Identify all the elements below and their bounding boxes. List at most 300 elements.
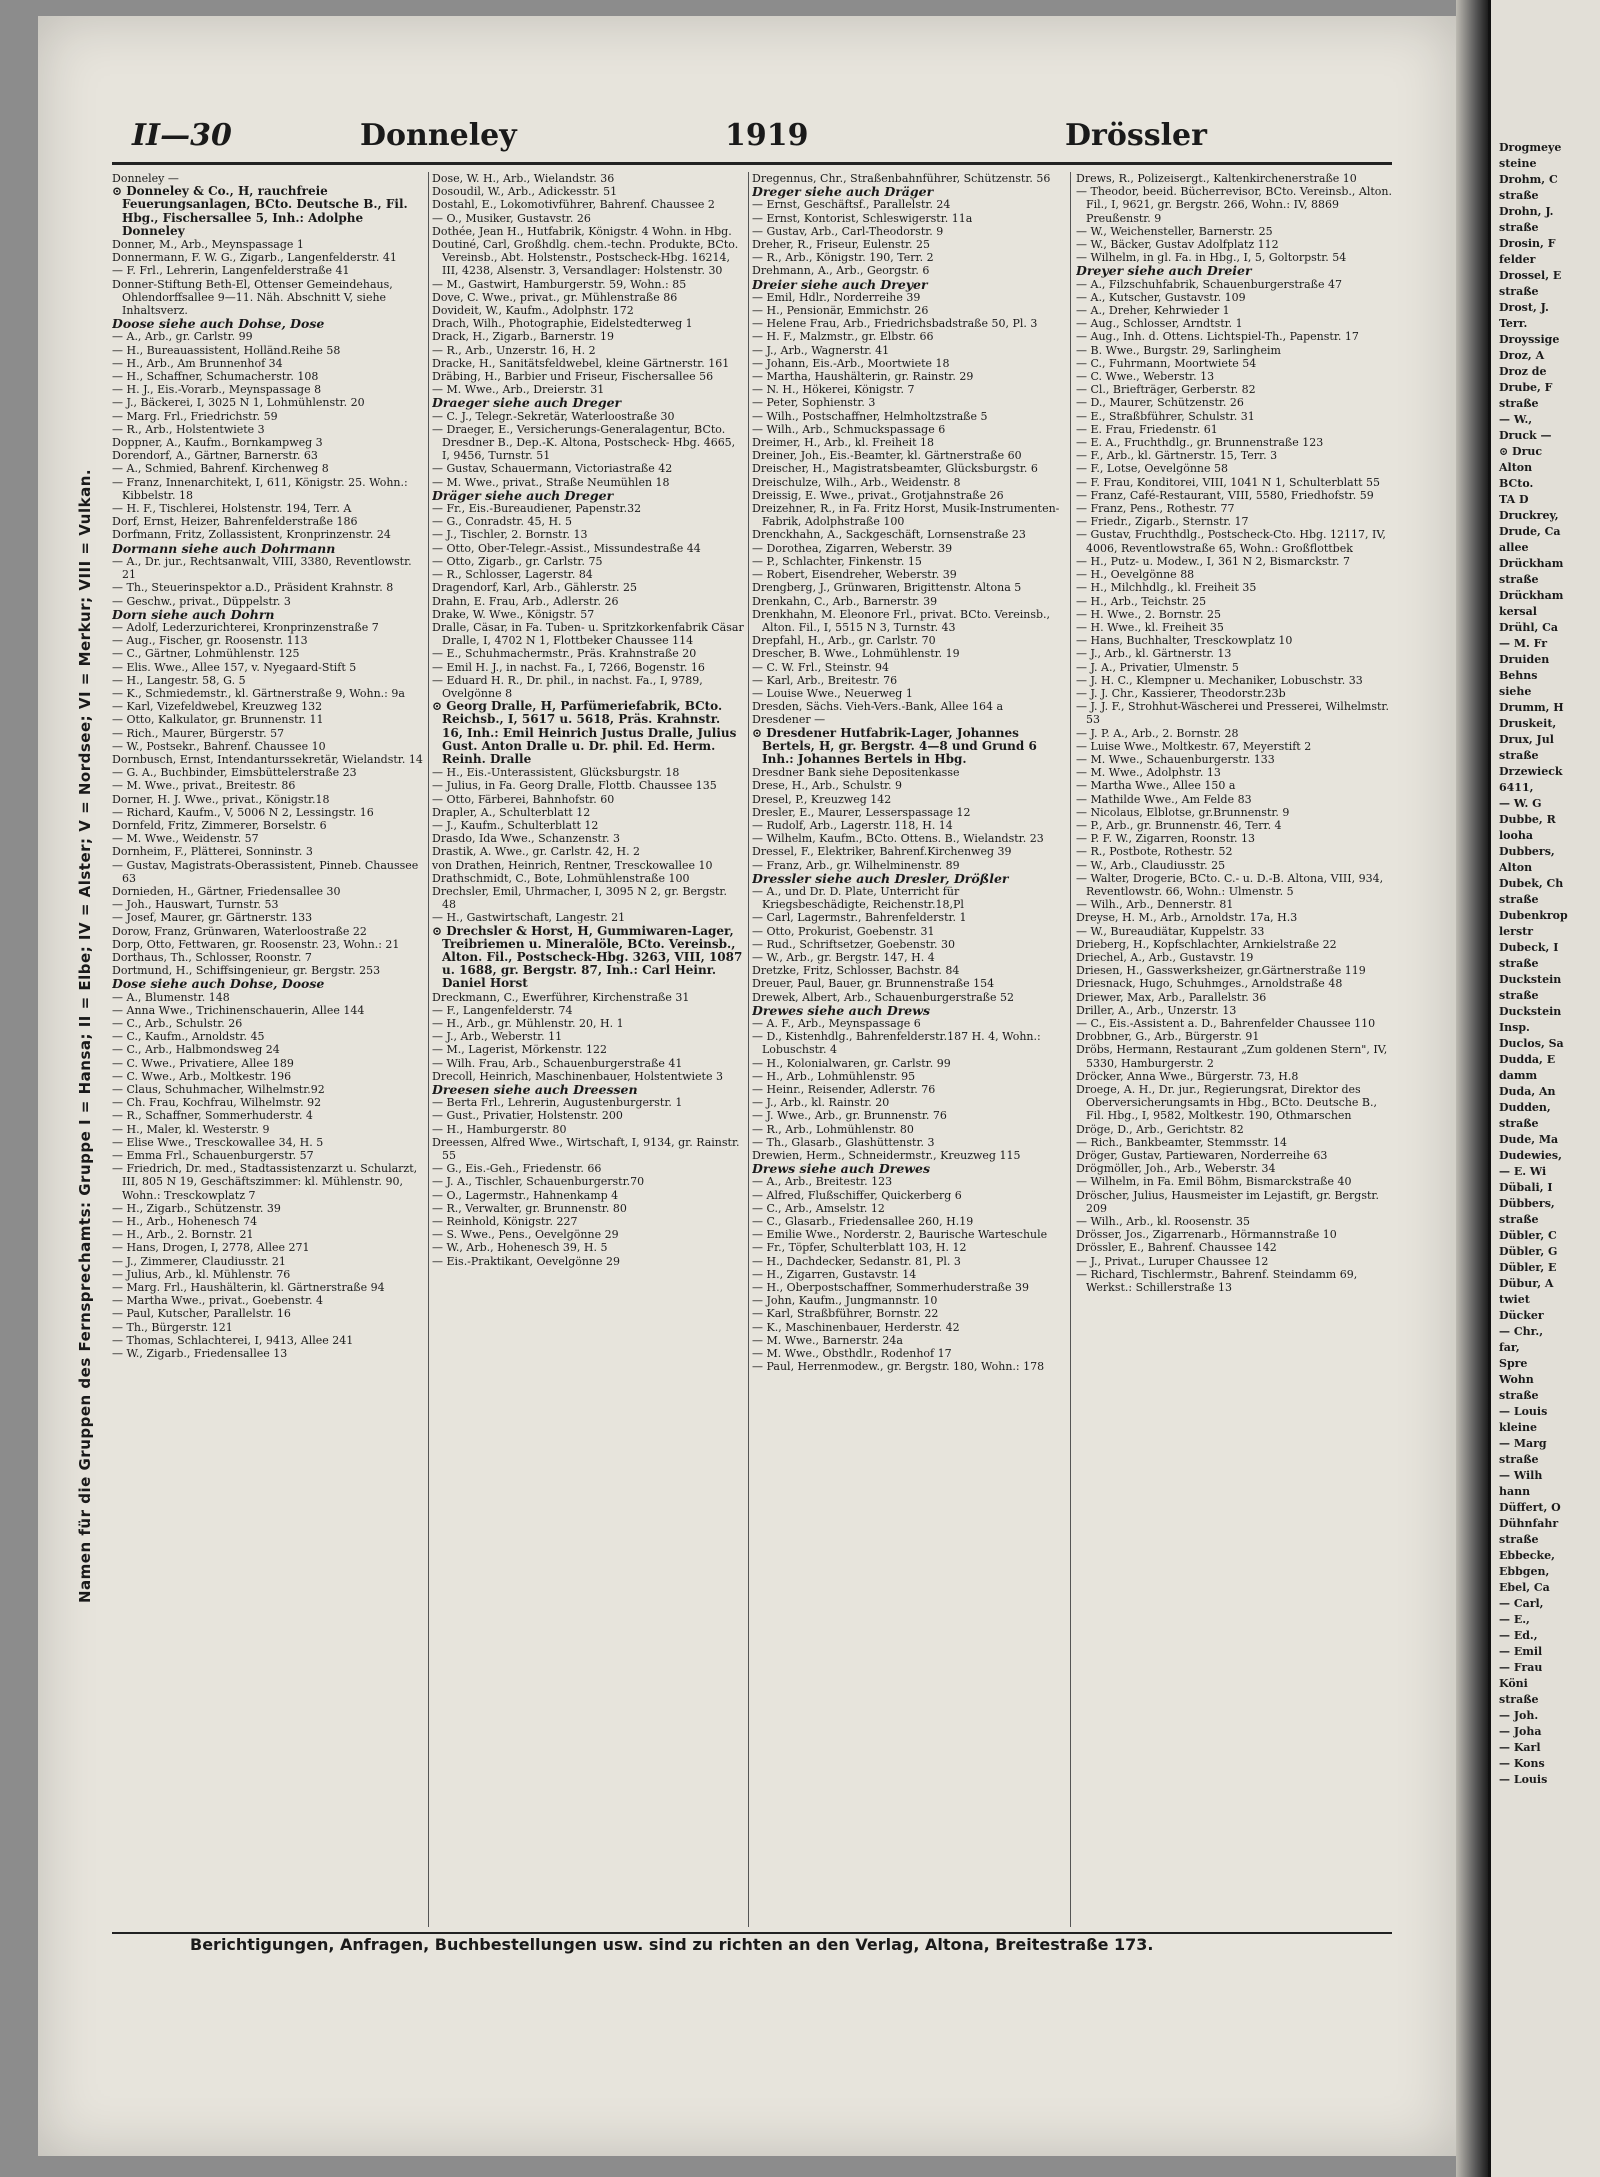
directory-entry: — Emil, Hdlr., Norderreihe 39 bbox=[752, 290, 921, 304]
directory-entry: — Marg. Frl., Haushälterin, kl. Gärtnerstraße 94 bbox=[112, 1281, 385, 1295]
directory-entry: — Wilh., Arb., kl. Roosenstr. 35 bbox=[1076, 1215, 1251, 1229]
facing-page-line: Dudden, bbox=[1499, 1101, 1551, 1114]
directory-entry: — C. J., Telegr.-Sekretär, Waterloostraße 30 bbox=[432, 409, 675, 423]
directory-entry: Dorendorf, A., Gärtner, Barnerstr. 63 bbox=[112, 449, 318, 463]
facing-page-line: straße bbox=[1499, 221, 1539, 234]
directory-entry: Dröbs, Hermann, Restaurant „Zum goldenen Stern", IV, 5330, Hamburgerstr. 2 bbox=[1076, 1043, 1388, 1070]
directory-entry: — J., Arb., Wagnerstr. 41 bbox=[752, 343, 890, 357]
facing-page-line: — Joh. bbox=[1499, 1709, 1539, 1722]
directory-entry: Dreher, R., Friseur, Eulenstr. 25 bbox=[752, 238, 931, 252]
directory-entry: Doose siehe auch Dohse, Dose bbox=[112, 316, 325, 332]
directory-entry: Dressel, F., Elektriker, Bahrenf.Kirchenweg 39 bbox=[752, 845, 1012, 859]
directory-entry: — A. F., Arb., Meynspassage 6 bbox=[752, 1017, 921, 1030]
facing-page-line: — Frau bbox=[1499, 1661, 1543, 1674]
directory-entry: — C., Glasarb., Friedensallee 260, H.19 bbox=[752, 1215, 974, 1229]
directory-entry: — C., Gärtner, Lohmühlenstr. 125 bbox=[112, 647, 300, 661]
facing-page-line: straße bbox=[1499, 957, 1539, 970]
facing-page-line: straße bbox=[1499, 285, 1539, 298]
facing-page-line: BCto. bbox=[1499, 477, 1534, 490]
directory-entry: Dorfmann, Fritz, Zollassistent, Kronprinzenstr. 24 bbox=[112, 528, 391, 542]
directory-entry: Dothée, Jean H., Hutfabrik, Königstr. 4 Wohn. in Hbg. bbox=[432, 224, 732, 238]
directory-entry: — H., Oberpostschaffner, Sommerhuderstraße 39 bbox=[752, 1281, 1030, 1295]
directory-entry: — H., Arb., gr. Mühlenstr. 20, H. 1 bbox=[432, 1017, 624, 1030]
directory-entry: Dreischulze, Wilh., Arb., Weidenstr. 8 bbox=[752, 475, 961, 489]
page-header bbox=[90, 118, 1410, 166]
page-footer: Berichtigungen, Anfragen, Buchbestellungen usw. sind zu richten an den Verlag, Altona, Breitestraße 173. bbox=[190, 1935, 1154, 1954]
directory-entry: — A., Dr. jur., Rechtsanwalt, VIII, 3380, Reventlowstr. 21 bbox=[112, 554, 412, 582]
directory-entry: — W., Zigarb., Friedensallee 13 bbox=[112, 1347, 288, 1361]
facing-page-fragments bbox=[1499, 140, 1600, 1788]
directory-entry: — R., Schlosser, Lagerstr. 84 bbox=[432, 568, 593, 582]
directory-entry: Dorow, Franz, Grünwaren, Waterloostraße 22 bbox=[112, 924, 367, 938]
facing-page-line: Drohn, J. bbox=[1499, 205, 1554, 218]
directory-column-2 bbox=[432, 172, 744, 1927]
directory-entry: Drastik, A. Wwe., gr. Carlstr. 42, H. 2 bbox=[432, 845, 641, 859]
facing-page-line: Ebel, Ca bbox=[1499, 1581, 1550, 1594]
directory-entry: — G., Conradstr. 45, H. 5 bbox=[432, 515, 573, 529]
directory-entry: Dresel, P., Kreuzweg 142 bbox=[752, 792, 892, 806]
directory-entry: — W., Arb., Claudiusstr. 25 bbox=[1076, 858, 1226, 872]
page-number: II—30 bbox=[132, 118, 232, 153]
directory-entry: — Hans, Drogen, I, 2778, Allee 271 bbox=[112, 1241, 310, 1255]
facing-page-line: straße bbox=[1499, 989, 1539, 1002]
directory-entry: — Thomas, Schlachterei, I, 9413, Allee 241 bbox=[112, 1333, 354, 1347]
facing-page-line: Dude, Ma bbox=[1499, 1133, 1559, 1146]
directory-entry: — J. J. Chr., Kassierer, Theodorstr.23b bbox=[1076, 686, 1286, 700]
directory-entry: — Otto, Zigarb., gr. Carlstr. 75 bbox=[432, 554, 603, 568]
directory-entry: Drach, Wilh., Photographie, Eidelstedterweg 1 bbox=[432, 317, 693, 331]
facing-page-line: Duclos, Sa bbox=[1499, 1037, 1564, 1050]
directory-entry: — W., Arb., gr. Bergstr. 147, H. 4 bbox=[752, 950, 935, 964]
directory-entry: Dreesen siehe auch Dreessen bbox=[432, 1082, 638, 1098]
directory-entry: — H., Oevelgönne 88 bbox=[1076, 568, 1195, 582]
directory-entry: Drenkhahn, M. Eleonore Frl., privat. BCto. Vereinsb., Alton. Fil., I, 5515 N 3, Turnstr. 43 bbox=[752, 607, 1050, 634]
directory-entry: — Wilhelm, in gl. Fa. in Hbg., I, 5, Goltorpstr. 54 bbox=[1076, 251, 1347, 265]
directory-entry: Drepfahl, H., Arb., gr. Carlstr. 70 bbox=[752, 634, 936, 648]
facing-page-line: steine bbox=[1499, 157, 1537, 170]
directory-entry: — H., Arb., 2. Bornstr. 21 bbox=[112, 1228, 254, 1242]
facing-page-line: Druckrey, bbox=[1499, 509, 1559, 522]
directory-entry: — Wilhelm, Kaufm., BCto. Ottens. B., Wielandstr. 23 bbox=[752, 832, 1044, 846]
directory-entry: — Johann, Eis.-Arb., Moortwiete 18 bbox=[752, 356, 950, 370]
directory-entry: Drewek, Albert, Arb., Schauenburgerstraße 52 bbox=[752, 990, 1015, 1004]
directory-entry: — H., Pensionär, Emmichstr. 26 bbox=[752, 304, 929, 318]
directory-entry: — H., Gastwirtschaft, Langestr. 21 bbox=[432, 911, 626, 925]
directory-entry: Dorf, Ernst, Heizer, Bahrenfelderstraße 186 bbox=[112, 515, 358, 529]
facing-page-line: Dubbe, R bbox=[1499, 813, 1556, 826]
facing-page-line: hann bbox=[1499, 1485, 1531, 1498]
directory-entry: Donner-Stiftung Beth-El, Ottenser Gemeindehaus, Ohlendorffsallee 9—11. Näh. Abschnitt V, siehe Inhaltsverz. bbox=[112, 277, 393, 318]
directory-entry: — Rich., Maurer, Bürgerstr. 57 bbox=[112, 726, 285, 740]
directory-entry: — E., Schuhmachermstr., Präs. Krahnstraße 20 bbox=[432, 647, 697, 661]
directory-entry: — H., Arb., Teichstr. 25 bbox=[1076, 594, 1207, 608]
directory-entry: — M. Wwe., Obsthdlr., Rodenhof 17 bbox=[752, 1347, 952, 1361]
directory-entry: — O., Musiker, Gustavstr. 26 bbox=[432, 211, 591, 225]
footer-rule bbox=[112, 1932, 1392, 1934]
directory-entry: Driesen, H., Gasswerksheizer, gr.Gärtnerstraße 119 bbox=[1076, 964, 1366, 978]
facing-page-line: ⊙ Druc bbox=[1499, 445, 1543, 458]
directory-entry: Dräbing, H., Barbier und Friseur, Fischersallee 56 bbox=[432, 370, 714, 384]
directory-entry: Driller, A., Arb., Unzerstr. 13 bbox=[1076, 1003, 1237, 1017]
facing-page-line: Dubek, Ch bbox=[1499, 877, 1564, 890]
directory-entry: — W., Bäcker, Gustav Adolfplatz 112 bbox=[1076, 238, 1279, 252]
directory-entry: Drews siehe auch Drewes bbox=[752, 1161, 931, 1177]
facing-page-line: — W., bbox=[1499, 413, 1533, 426]
facing-page-line: Duckstein bbox=[1499, 1005, 1562, 1018]
facing-page-line: Drückham bbox=[1499, 589, 1564, 602]
directory-entry: Donneley — bbox=[112, 172, 179, 185]
directory-entry: — J., Bäckerei, I, 3025 N 1, Lohmühlenstr. 20 bbox=[112, 396, 365, 410]
directory-entry: — Paul, Kutscher, Parallelstr. 16 bbox=[112, 1307, 291, 1321]
directory-entry: — W., Arb., Hohenesch 39, H. 5 bbox=[432, 1241, 608, 1255]
directory-entry: — Rich., Bankbeamter, Stemmsstr. 14 bbox=[1076, 1135, 1288, 1149]
facing-page-line: Drzewieck bbox=[1499, 765, 1563, 778]
directory-entry: — D., Kistenhdlg., Bahrenfelderstr.187 H. 4, Wohn.: Lobuschstr. 4 bbox=[752, 1030, 1041, 1057]
header-first-entry: Donneley bbox=[360, 118, 517, 153]
directory-entry: — John, Kaufm., Jungmannstr. 10 bbox=[752, 1294, 938, 1308]
directory-entry: — G., Eis.-Geh., Friedenstr. 66 bbox=[432, 1162, 602, 1176]
directory-entry: — Franz, Arb., gr. Wilhelminenstr. 89 bbox=[752, 858, 960, 872]
directory-entry: — A., Dreher, Kehrwieder 1 bbox=[1076, 304, 1230, 318]
directory-entry: Dralle, Cäsar, in Fa. Tuben- u. Spritzkorkenfabrik Cäsar Dralle, I, 4702 N 1, Flottbeker Chaussee 114 bbox=[432, 620, 744, 648]
directory-entry: — Nicolaus, Elblotse, gr.Brunnenstr. 9 bbox=[1076, 805, 1290, 819]
directory-entry: — Wilh., Arb., Dennerstr. 81 bbox=[1076, 898, 1234, 912]
directory-entry: Drewien, Herm., Schneidermstr., Kreuzweg 115 bbox=[752, 1149, 1021, 1163]
directory-entry: — Gustav, Schauermann, Victoriastraße 42 bbox=[432, 462, 673, 476]
directory-entry: — K., Maschinenbauer, Herderstr. 42 bbox=[752, 1320, 960, 1334]
facing-page-line: looha bbox=[1499, 829, 1533, 842]
directory-entry: — H., Arb., Lohmühlenstr. 95 bbox=[752, 1069, 916, 1083]
facing-page-line: Drühl, Ca bbox=[1499, 621, 1559, 634]
header-rule bbox=[112, 162, 1392, 165]
facing-page-line: — Louis bbox=[1499, 1405, 1548, 1418]
header-last-entry: Drössler bbox=[1065, 118, 1207, 153]
directory-entry: — R., Arb., Holstentwiete 3 bbox=[112, 422, 265, 436]
directory-entry: — Louise Wwe., Neuerweg 1 bbox=[752, 686, 913, 700]
directory-entry: — H. F., Tischlerei, Holstenstr. 194, Terr. A bbox=[112, 502, 352, 516]
facing-page-line: straße bbox=[1499, 397, 1539, 410]
directory-entry: Drewes siehe auch Drews bbox=[752, 1002, 931, 1018]
directory-entry: — Aug., Fischer, gr. Roosenstr. 113 bbox=[112, 634, 308, 648]
facing-page-line: straße bbox=[1499, 1213, 1539, 1226]
directory-entry: — Peter, Sophienstr. 3 bbox=[752, 396, 876, 410]
directory-entry: Dove, C. Wwe., privat., gr. Mühlenstraße 86 bbox=[432, 290, 678, 304]
directory-entry: Dragendorf, Karl, Arb., Gählerstr. 25 bbox=[432, 581, 637, 595]
directory-column-3 bbox=[752, 172, 1064, 1927]
directory-entry: — H., Dachdecker, Sedanstr. 81, Pl. 3 bbox=[752, 1254, 961, 1268]
directory-entry: Dortmund, H., Schiffsingenieur, gr. Bergstr. 253 bbox=[112, 964, 381, 978]
facing-page-line: Drude, Ca bbox=[1499, 525, 1561, 538]
directory-entry: Doutiné, Carl, Großhdlg. chem.-techn. Produkte, BCto. Vereinsb., Abt. Holstenstr., Postscheck-Hbg. 16214, III, 4238, Alsenstr. 3, Versandlager: Holstenstr. 30 bbox=[432, 238, 739, 278]
column-divider bbox=[748, 172, 749, 1927]
facing-page-line: Dubeck, I bbox=[1499, 941, 1559, 954]
facing-page-line: Dübbers, bbox=[1499, 1197, 1555, 1210]
directory-entry: — H. Wwe., 2. Bornstr. 25 bbox=[1076, 607, 1221, 621]
directory-entry: — Th., Glasarb., Glashüttenstr. 3 bbox=[752, 1135, 935, 1149]
directory-entry: von Drathen, Heinrich, Rentner, Tresckowallee 10 bbox=[432, 858, 713, 872]
directory-entry: — Mathilde Wwe., Am Felde 83 bbox=[1076, 792, 1252, 806]
directory-entry: Dresdener — bbox=[752, 713, 826, 727]
directory-entry: — A., Schmied, Bahrenf. Kirchenweg 8 bbox=[112, 462, 329, 476]
directory-entry: Drake, W. Wwe., Königstr. 57 bbox=[432, 607, 595, 621]
directory-entry: — Gust., Privatier, Holstenstr. 200 bbox=[432, 1109, 623, 1123]
directory-entry: — Wilh., Postschaffner, Helmholtzstraße 5 bbox=[752, 409, 988, 423]
directory-entry: — Fr., Töpfer, Schulterblatt 103, H. 12 bbox=[752, 1241, 967, 1255]
directory-entry: — Otto, Färberei, Bahnhofstr. 60 bbox=[432, 792, 615, 806]
directory-entry: — H., Putz- u. Modew., I, 361 N 2, Bismarckstr. 7 bbox=[1076, 554, 1350, 568]
directory-entry: — J., Privat., Luruper Chaussee 12 bbox=[1076, 1254, 1269, 1268]
directory-entry: Dresden, Sächs. Vieh-Vers.-Bank, Allee 164 a bbox=[752, 700, 1004, 714]
directory-entry: — J., Arb., Weberstr. 11 bbox=[432, 1030, 563, 1044]
directory-entry: — M. Wwe., Weidenstr. 57 bbox=[112, 832, 259, 846]
facing-page-line: Drumm, H bbox=[1499, 701, 1564, 714]
directory-entry: — J. H. C., Klempner u. Mechaniker, Lobuschstr. 33 bbox=[1076, 673, 1363, 687]
directory-entry: — C., Fuhrmann, Moortwiete 54 bbox=[1076, 356, 1257, 370]
directory-entry: — M. Wwe., privat., Straße Neumühlen 18 bbox=[432, 475, 670, 489]
side-margin-text: Namen für die Gruppen des Fernsprechamts: Gruppe I = Hansa; II = Elbe; IV = Alster; V = Nordsee; VI = Merkur; VIII = Vulkan. bbox=[76, 468, 94, 1603]
directory-entry: ⊙ Georg Dralle, H, Parfümeriefabrik, BCto. Reichsb., I, 5617 u. 5618, Präs. Krahnstr. 16, Inh.: Emil Heinrich Justus Dralle, Julius Gust. Anton Dralle u. Dr. phil. Ed. Herm. Reinh. Dralle bbox=[432, 699, 737, 766]
directory-entry: — J., Arb., kl. Rainstr. 20 bbox=[752, 1096, 890, 1110]
facing-page-line: straße bbox=[1499, 1117, 1539, 1130]
directory-entry: — E., Straßbführer, Schulstr. 31 bbox=[1076, 409, 1255, 423]
facing-page-line: Drückham bbox=[1499, 557, 1564, 570]
facing-page-line: — Emil bbox=[1499, 1645, 1543, 1658]
directory-entry: — F., Lotse, Oevelgönne 58 bbox=[1076, 462, 1229, 476]
directory-entry: — Ch. Frau, Kochfrau, Wilhelmstr. 92 bbox=[112, 1096, 322, 1110]
facing-page-line: Drosin, F bbox=[1499, 237, 1556, 250]
directory-entry: — C., Eis.-Assistent a. D., Bahrenfelder Chaussee 110 bbox=[1076, 1017, 1376, 1030]
facing-page-line: Köni bbox=[1499, 1677, 1528, 1690]
directory-entry: Drobbner, G., Arb., Bürgerstr. 91 bbox=[1076, 1030, 1260, 1044]
facing-page-line: — Kons bbox=[1499, 1757, 1545, 1770]
directory-entry: — R., Verwalter, gr. Brunnenstr. 80 bbox=[432, 1201, 627, 1215]
facing-page-line: Terr. bbox=[1499, 317, 1528, 330]
directory-entry: — R., Arb., Lohmühlenstr. 80 bbox=[752, 1122, 914, 1136]
directory-entry: — E. Frau, Friedenstr. 61 bbox=[1076, 422, 1218, 436]
directory-entry: — H., Eis.-Unterassistent, Glücksburgstr. 18 bbox=[432, 766, 680, 780]
directory-entry: Drecoll, Heinrich, Maschinenbauer, Holstentwiete 3 bbox=[432, 1069, 723, 1083]
directory-entry: Draeger siehe auch Dreger bbox=[432, 395, 622, 411]
facing-page-line: straße bbox=[1499, 1693, 1539, 1706]
directory-entry: — O., Lagermstr., Hahnenkamp 4 bbox=[432, 1188, 619, 1202]
facing-page-line: — Chr., bbox=[1499, 1325, 1544, 1338]
directory-entry: Dosoudil, W., Arb., Adickesstr. 51 bbox=[432, 185, 618, 199]
directory-entry: Dreischer, H., Magistratsbeamter, Glücksburgstr. 6 bbox=[752, 462, 1038, 476]
directory-entry: — P., Arb., gr. Brunnenstr. 46, Terr. 4 bbox=[1076, 818, 1282, 832]
directory-entry: — Theodor, beeid. Bücherrevisor, BCto. Vereinsb., Alton. Fil., I, 9621, gr. Bergstr. 266, Wohn.: IV, 8869 Preußenstr. 9 bbox=[1076, 185, 1392, 225]
facing-page-line: twiet bbox=[1499, 1293, 1530, 1306]
directory-entry: Drenkahn, C., Arb., Barnerstr. 39 bbox=[752, 594, 938, 608]
facing-page bbox=[1488, 0, 1600, 2177]
directory-entry: — A., Arb., Breitestr. 123 bbox=[752, 1175, 893, 1189]
directory-entry: — R., Schaffner, Sommerhuderstr. 4 bbox=[112, 1109, 313, 1123]
facing-page-line: Druck — bbox=[1499, 429, 1552, 442]
directory-entry: — F. Frau, Konditorei, VIII, 1041 N 1, Schulterblatt 55 bbox=[1076, 475, 1381, 489]
directory-entry: Driechel, A., Arb., Gustavstr. 19 bbox=[1076, 950, 1254, 964]
directory-entry: Driewer, Max, Arb., Parallelstr. 36 bbox=[1076, 990, 1267, 1004]
directory-entry: Driesnack, Hugo, Schuhmges., Arnoldstraße 48 bbox=[1076, 977, 1343, 991]
directory-entry: — Martha Wwe., privat., Goebenstr. 4 bbox=[112, 1294, 324, 1308]
directory-entry: Drack, H., Zigarb., Barnerstr. 19 bbox=[432, 330, 614, 344]
directory-entry: Dreier siehe auch Dreyer bbox=[752, 276, 928, 292]
directory-entry: Dornheim, F., Plätterei, Sonninstr. 3 bbox=[112, 845, 313, 859]
facing-page-line: — Louis bbox=[1499, 1773, 1548, 1786]
directory-entry: Drapler, A., Schulterblatt 12 bbox=[432, 805, 591, 819]
directory-entry: — Heinr., Reisender, Adlerstr. 76 bbox=[752, 1083, 936, 1097]
directory-entry: Drathschmidt, C., Bote, Lohmühlenstraße 100 bbox=[432, 871, 690, 885]
facing-page-line: Dubbers, bbox=[1499, 845, 1555, 858]
directory-entry: — S. Wwe., Pens., Oevelgönne 29 bbox=[432, 1228, 619, 1242]
directory-entry: Donner, M., Arb., Meynspassage 1 bbox=[112, 238, 304, 252]
facing-page-line: Dücker bbox=[1499, 1309, 1544, 1322]
directory-entry: — M., Lagerist, Mörkenstr. 122 bbox=[432, 1043, 608, 1057]
directory-entry: — Wilh. Frau, Arb., Schauenburgerstraße 41 bbox=[432, 1056, 683, 1070]
directory-entry: — A., Blumenstr. 148 bbox=[112, 990, 230, 1004]
directory-entry: — M. Wwe., Barnerstr. 24a bbox=[752, 1333, 903, 1347]
directory-entry: — Berta Frl., Lehrerin, Augustenburgerstr. 1 bbox=[432, 1096, 683, 1110]
directory-entry: — Luise Wwe., Moltkestr. 67, Meyerstift 2 bbox=[1076, 739, 1312, 753]
directory-entry: — J. P. A., Arb., 2. Bornstr. 28 bbox=[1076, 726, 1239, 740]
facing-page-line: Dübler, E bbox=[1499, 1261, 1557, 1274]
directory-entry: — W., Bureaudiätar, Kuppelstr. 33 bbox=[1076, 924, 1265, 938]
directory-entry: — Franz, Innenarchitekt, I, 611, Königstr. 25. Wohn.: Kibbelstr. 18 bbox=[112, 475, 408, 502]
directory-entry: Drenckhahn, A., Sackgeschäft, Lornsenstraße 23 bbox=[752, 528, 1026, 542]
directory-entry: — Helene Frau, Arb., Friedrichsbadstraße 50, Pl. 3 bbox=[752, 317, 1038, 331]
header-year: 1919 bbox=[725, 118, 809, 153]
facing-page-line: Drost, J. bbox=[1499, 301, 1549, 314]
facing-page-line: kersal bbox=[1499, 605, 1537, 618]
directory-entry: — Aug., Inh. d. Ottens. Lichtspiel-Th., Papenstr. 17 bbox=[1076, 330, 1359, 344]
facing-page-line: Droz de bbox=[1499, 365, 1547, 378]
directory-entry: — J., Arb., kl. Gärtnerstr. 13 bbox=[1076, 647, 1232, 661]
directory-entry: — H., Langestr. 58, G. 5 bbox=[112, 673, 246, 687]
facing-page-line: straße bbox=[1499, 573, 1539, 586]
directory-entry: — Friedr., Zigarb., Sternstr. 17 bbox=[1076, 515, 1249, 529]
directory-entry: — B. Wwe., Burgstr. 29, Sarlingheim bbox=[1076, 343, 1281, 357]
directory-entry: — P., Schlachter, Finkenstr. 15 bbox=[752, 554, 922, 568]
directory-entry: Drews, R., Polizeisergt., Kaltenkirchenerstraße 10 bbox=[1076, 172, 1357, 185]
directory-entry: — Josef, Maurer, gr. Gärtnerstr. 133 bbox=[112, 911, 313, 925]
book-gutter bbox=[1456, 0, 1488, 2177]
facing-page-line: — Wilh bbox=[1499, 1469, 1543, 1482]
directory-entry: Dorn siehe auch Dohrn bbox=[112, 606, 275, 622]
directory-entry: — H., Arb., Hohenesch 74 bbox=[112, 1215, 258, 1229]
directory-entry: Dormann siehe auch Dohrmann bbox=[112, 540, 336, 556]
directory-entry: — H., Hamburgerstr. 80 bbox=[432, 1122, 567, 1136]
directory-entry: Drechsler, Emil, Uhrmacher, I, 3095 N 2, gr. Bergstr. 48 bbox=[432, 884, 727, 912]
directory-entry: — Fr., Eis.-Bureaudiener, Papenstr.32 bbox=[432, 502, 642, 516]
directory-entry: Dornfeld, Fritz, Zimmerer, Borselstr. 6 bbox=[112, 818, 327, 832]
facing-page-line: TA D bbox=[1499, 493, 1529, 506]
directory-entry: Dresler, E., Maurer, Lesserspassage 12 bbox=[752, 805, 971, 819]
facing-page-line: straße bbox=[1499, 1533, 1539, 1546]
directory-entry: Dreuer, Paul, Bauer, gr. Brunnenstraße 154 bbox=[752, 977, 995, 991]
directory-entry: Drasdo, Ida Wwe., Schanzenstr. 3 bbox=[432, 832, 621, 846]
directory-entry: Dreimer, H., Arb., kl. Freiheit 18 bbox=[752, 436, 935, 450]
directory-entry: — Emilie Wwe., Norderstr. 2, Baurische Warteschule bbox=[752, 1228, 1048, 1242]
directory-entry: Drehmann, A., Arb., Georgstr. 6 bbox=[752, 264, 930, 278]
directory-entry: — H., Milchhdlg., kl. Freiheit 35 bbox=[1076, 581, 1257, 595]
directory-entry: — Richard, Kaufm., V, 5006 N 2, Lessingstr. 16 bbox=[112, 805, 374, 819]
facing-page-line: — Joha bbox=[1499, 1725, 1542, 1738]
directory-entry: — Draeger, E., Versicherungs-Generalagentur, BCto. Dresdner B., Dep.-K. Altona, Postscheck- Hbg. 4665, I, 9456, Turnstr. 51 bbox=[432, 422, 736, 463]
directory-entry: — Rud., Schriftsetzer, Goebenstr. 30 bbox=[752, 937, 956, 951]
facing-page-line: — W. G bbox=[1499, 797, 1542, 810]
directory-entry: — A., Filzschuhfabrik, Schauenburgerstraße 47 bbox=[1076, 277, 1343, 291]
directory-entry: — Aug., Schlosser, Arndtstr. 1 bbox=[1076, 317, 1243, 331]
facing-page-line: allee bbox=[1499, 541, 1529, 554]
directory-entry: Dornieden, H., Gärtner, Friedensallee 30 bbox=[112, 884, 341, 898]
facing-page-line: damm bbox=[1499, 1069, 1538, 1082]
directory-entry: — Otto, Prokurist, Goebenstr. 31 bbox=[752, 924, 935, 938]
facing-page-line: Düffert, O bbox=[1499, 1501, 1561, 1514]
facing-page-line: Droyssige bbox=[1499, 333, 1560, 346]
directory-entry: Dröscher, Julius, Hausmeister im Lejastift, gr. Bergstr. 209 bbox=[1076, 1188, 1379, 1215]
facing-page-line: Dübler, G bbox=[1499, 1245, 1558, 1258]
directory-entry: — Gustav, Arb., Carl-Theodorstr. 9 bbox=[752, 224, 944, 238]
directory-entry: — Karl, Vizefeldwebel, Kreuzweg 132 bbox=[112, 700, 323, 714]
facing-page-line: straße bbox=[1499, 1453, 1539, 1466]
directory-entry: — E. A., Fruchthdlg., gr. Brunnenstraße 123 bbox=[1076, 436, 1324, 450]
directory-entry: Dräger siehe auch Dreger bbox=[432, 487, 614, 503]
facing-page-line: Drux, Jul bbox=[1499, 733, 1554, 746]
directory-entry: — A., Kutscher, Gustavstr. 109 bbox=[1076, 290, 1246, 304]
directory-entry: — A., und Dr. D. Plate, Unterricht für Kriegsbeschädigte, Reichenstr.18,Pl bbox=[752, 884, 964, 912]
directory-entry: — Emma Frl., Schauenburgerstr. 57 bbox=[112, 1149, 314, 1163]
directory-entry: — Martha, Haushälterin, gr. Rainstr. 29 bbox=[752, 370, 974, 384]
directory-entry: — Eis.-Praktikant, Oevelgönne 29 bbox=[432, 1254, 621, 1268]
directory-entry: — C. W. Frl., Steinstr. 94 bbox=[752, 660, 889, 674]
directory-entry: — R., Postbote, Rothestr. 52 bbox=[1076, 845, 1233, 859]
column-divider bbox=[1070, 172, 1071, 1927]
directory-entry: — Joh., Hauswart, Turnstr. 53 bbox=[112, 898, 279, 912]
directory-entry: — Karl, Straßbführer, Bornstr. 22 bbox=[752, 1307, 939, 1321]
facing-page-line: — Marg bbox=[1499, 1437, 1547, 1450]
directory-entry: — A., Arb., gr. Carlstr. 99 bbox=[112, 330, 253, 344]
directory-entry: — Rudolf, Arb., Lagerstr. 118, H. 14 bbox=[752, 818, 953, 832]
directory-entry: — D., Maurer, Schützenstr. 26 bbox=[1076, 396, 1244, 410]
directory-entry: — G. A., Buchbinder, Eimsbüttelerstraße 23 bbox=[112, 766, 357, 780]
directory-entry: — Richard, Tischlermstr., Bahrenf. Steindamm 69, Werkst.: Schillerstraße 13 bbox=[1076, 1267, 1358, 1295]
directory-entry: — P. F. W., Zigarren, Roonstr. 13 bbox=[1076, 832, 1256, 846]
facing-page-line: Spre bbox=[1499, 1357, 1528, 1370]
directory-entry: Dröge, D., Arb., Gerichtstr. 82 bbox=[1076, 1122, 1244, 1136]
directory-entry: Dose, W. H., Arb., Wielandstr. 36 bbox=[432, 172, 615, 185]
directory-entry: — Karl, Arb., Breitestr. 76 bbox=[752, 673, 898, 687]
directory-entry: — Dorothea, Zigarren, Weberstr. 39 bbox=[752, 541, 953, 555]
facing-page-line: Behns bbox=[1499, 669, 1538, 682]
directory-entry: — C., Kaufm., Arnoldstr. 45 bbox=[112, 1030, 265, 1044]
directory-entry: — W., Weichensteller, Barnerstr. 25 bbox=[1076, 224, 1273, 238]
facing-page-line: Dudewies, bbox=[1499, 1149, 1562, 1162]
directory-entry: Doppner, A., Kaufm., Bornkampweg 3 bbox=[112, 436, 323, 450]
directory-entry: Drahn, E. Frau, Arb., Adlerstr. 26 bbox=[432, 594, 619, 608]
directory-entry: Dovideit, W., Kaufm., Adolphstr. 172 bbox=[432, 304, 634, 318]
side-margin-note bbox=[75, 468, 105, 1603]
directory-entry: — Julius, Arb., kl. Mühlenstr. 76 bbox=[112, 1267, 291, 1281]
facing-page-line: Drossel, E bbox=[1499, 269, 1562, 282]
directory-entry: — Adolf, Lederzurichterei, Kronprinzenstraße 7 bbox=[112, 620, 379, 634]
facing-page-line: straße bbox=[1499, 893, 1539, 906]
directory-entry: — J., Kaufm., Schulterblatt 12 bbox=[432, 818, 599, 832]
directory-entry: Dressler siehe auch Dresler, Drößler bbox=[752, 870, 1009, 886]
facing-page-line: Drogmeye bbox=[1499, 141, 1562, 154]
directory-entry: Dresdner Bank siehe Depositenkasse bbox=[752, 766, 960, 780]
directory-entry: — H., Arb., Am Brunnenhof 34 bbox=[112, 356, 283, 370]
directory-entry: — Wilh., Arb., Schmuckspassage 6 bbox=[752, 422, 946, 436]
directory-entry: — Marg. Frl., Friedrichstr. 59 bbox=[112, 409, 278, 423]
directory-entry: — R., Arb., Königstr. 190, Terr. 2 bbox=[752, 251, 934, 265]
